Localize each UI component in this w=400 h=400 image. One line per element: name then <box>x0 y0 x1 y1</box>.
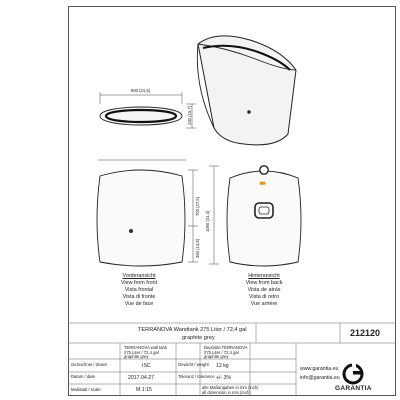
weight-value: 12 kg <box>216 363 229 369</box>
product-name-color: graphite grey <box>124 354 149 359</box>
dimension-height-upper-label: 700 (27,6) <box>195 196 200 216</box>
front-view-caption-es: Vista frontal <box>124 287 154 293</box>
tolerance-value: +/- 3% <box>216 375 232 381</box>
tolerance-label: Toleranz / tolerance <box>178 374 215 379</box>
front-view-caption-title: Vorderansicht <box>122 273 156 279</box>
back-view-caption-it: Vista di retro <box>248 294 280 300</box>
title-block-title: TERRANOVA Wandtank 275 Liter / 72,4 gal <box>138 327 247 333</box>
side-dimension-line <box>209 166 219 264</box>
product-name-de: TERRANOVA wall tank <box>124 345 167 350</box>
product-name-es-volume: 275 Liter / 72,4 gal <box>204 350 239 355</box>
drawing-number: 212120 <box>350 328 381 338</box>
back-view-caption-en: View from back <box>245 280 283 286</box>
weight-label: Gewicht / weight <box>178 362 209 367</box>
dimension-depth-label: 430 (15,7) <box>187 105 192 125</box>
front-view-caption-fr: Vue de face <box>124 301 154 307</box>
top-view-drawing <box>100 107 182 125</box>
drawn-value: ISC <box>142 363 151 369</box>
scale-label: Maßstab / scale <box>71 387 101 392</box>
email-link[interactable]: info@garantia.eu <box>300 375 340 381</box>
product-name-es: Depósito TERRANOVA <box>204 345 248 350</box>
units-note-de: alle Maßangaben in mm (inch) <box>202 385 259 390</box>
back-view-caption-es: Vista de atrás <box>247 287 281 293</box>
units-note-en: all dimension in mm (inch) <box>202 390 251 395</box>
product-name-volume: 275 Liter / 72,4 gal <box>124 350 159 355</box>
title-block-subtitle: graphite grey <box>182 335 215 341</box>
back-view-drawing <box>227 166 301 266</box>
front-view-caption-en: View from front <box>120 280 158 286</box>
dimension-total-height-label: 1050 (41,4) <box>205 210 210 232</box>
website-link[interactable]: www.garantia.eu <box>300 366 339 372</box>
front-view-drawing <box>97 170 185 266</box>
back-view-caption-fr: Vue arrière <box>250 301 278 307</box>
date-label: Datum / date <box>71 374 95 379</box>
date-value: 2017.04.27 <box>128 375 154 381</box>
brand-name: GARANTIA <box>335 385 372 392</box>
isometric-view-drawing <box>197 36 296 145</box>
front-view-caption-it: Vista di fronte <box>122 294 156 300</box>
drawn-label: Gezeichnet / drawn <box>71 362 108 367</box>
scale-value: M 1:15 <box>136 387 152 393</box>
garantia-logo <box>344 362 363 383</box>
dimension-width-label: 800 (31,5) <box>131 88 151 93</box>
back-view-caption-title: Hinteransicht <box>248 273 280 279</box>
product-name-es-color: graphite grey <box>204 354 229 359</box>
dimension-height-lower-label: 350 (13,8) <box>195 238 200 258</box>
